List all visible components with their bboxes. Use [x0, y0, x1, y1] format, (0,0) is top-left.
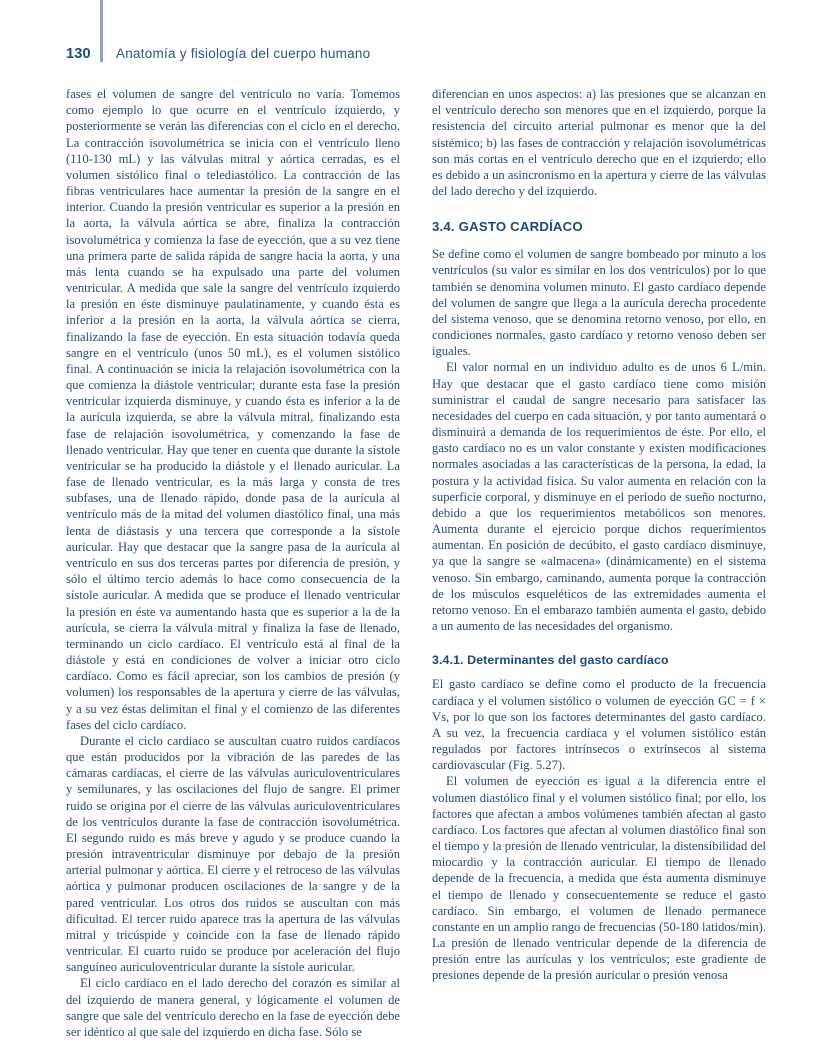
paragraph: El ciclo cardíaco en el lado derecho del corazón es similar al del izquierdo de manera general, y lógicamente el volumen de sangre que sale del ventrículo derecho en la fase de eyección debe ser idéntico al que sale del izquierdo en dicha fase. Sólo se	[66, 976, 400, 1039]
spacer	[432, 199, 766, 219]
section-heading: 3.4. GASTO CARDÍACO	[432, 219, 583, 235]
running-head	[66, 46, 370, 66]
right-column	[432, 86, 766, 1040]
paragraph: diferencian en unos aspectos: a) las presiones que se alcanzan en el ventrículo derecho son menores que en el izquierdo, porque la resistencia del circuito arterial pulmonar es menor que la del sistémico; b) las fases de contracción y relajación isovolumétricas son más cortas en el ventrículo derecho que en el izquierdo; ello es debido a un asincronismo en la apertura y cierre de las válvulas del lado derecho y del izquierdo.	[432, 87, 766, 199]
paragraph: Durante el ciclo cardiaco se auscultan cuatro ruidos cardíacos que están producidos por la vibración de las paredes de las cámaras cardíacas, el cierre de las válvulas auriculoventriculares y semilunares, y las oscilaciones del flujo de sangre. El primer ruido se origina por el cierre de las válvulas auriculoventriculares de los ventrículos durante la fase de contracción isovolumétrica. El segundo ruido es más breve y agudo y se produce cuando la presión intraventricular disminuye por debajo de la presión arterial pulmonar y aórtica. El cierre y el retroceso de las válvulas aórtica y pulmonar producen oscilaciones de la sangre y de la pared ventricular. Los otros dos ruidos se auscultan con más dificultad. El tercer ruido aparece tras la apertura de las válvulas mitral y tricúspide y coincide con la fase de llenado rápido ventricular. El cuarto ruido se produce por aceleración del flujo sanguíneo auriculoventricular durante la sístole auricular.	[66, 733, 400, 975]
subsection-heading: 3.4.1. Determinantes del gasto cardíaco	[432, 653, 669, 668]
book-title: Anatomía y fisiología del cuerpo humano	[116, 46, 371, 61]
left-column	[66, 86, 400, 1040]
page-number: 130	[66, 46, 91, 62]
paragraph: fases el volumen de sangre del ventrículo no varía. Tomemos como ejemplo lo que ocurre en el ventrículo izquierdo, y posteriormente se verán las diferencias con el ciclo en el derecho. La contracción isovolumétrica se inicia con el ventrículo lleno (110-130 mL) y las válvulas mitral y aórtica cerradas, es el volumen sistólico final o telediastólico. La contracción de las fibras ventriculares hace aumentar la presión de la sangre en el interior. Cuando la presión ventricular es superior a la presión en la aorta, la válvula aórtica se abre, finaliza la contracción isovolumétrica y comienza la fase de eyección, que a su vez tiene una primera parte de salida rápida de sangre hacia la aorta, y una más lenta cuando se ha expulsado una parte del volumen ventricular. A medida que sale la sangre del ventrículo izquierdo la presión en éste disminuye paulatinamente, y cuando ésta es inferior a la presión en la aorta, la válvula aórtica se cierra, finalizando la fase de eyección. En esta situación todavía queda sangre en el ventrículo (unos 50 mL), es el volumen sistólico final. A continuación se inicia la relajación isovolumétrica con la que comienza la diástole ventricular; durante esta fase la presión ventricular izquierda disminuye, y cuando ésta es inferior a la de la aurícula izquierda, se abre la válvula mitral, finalizando esta fase de relajación isovolumétrica, y comenzando la fase de llenado ventricular. Hay que tener en cuenta que durante la sístole ventricular se ha producido la diástole y el llenado auricular. La fase de llenado ventricular, es la más larga y consta de tres subfases, una de llenado rápido, donde pasa de la aurícula al ventrículo más de la mitad del volumen diastólico final, una más lenta de diástasis y una tercera que corresponde a la sístole auricular. Hay que destacar que la sangre pasa de la aurícula al ventrículo en sus dos terceras partes por diferencia de presión, y sólo el último tercio además lo hace como consecuencia de la sístole auricular. A medida que se produce el llenado ventricular la presión en éste va aumentando hasta que es superior a la de la aurícula, se cierra la válvula mitral y finaliza la fase de llenado, terminando un ciclo cardíaco. El ventrículo está al final de la diástole y está en condiciones de volver a iniciar otro ciclo cardíaco. Como es fácil apreciar, son los cambios de presión (y volumen) los responsables de la apertura y cierre de las válvulas, y a su vez éstas delimitan el final y el comienzo de las diferentes fases del ciclo cardíaco.	[66, 87, 400, 732]
paragraph: El valor normal en un individuo adulto es de unos 6 L/min. Hay que destacar que el gasto cardíaco tiene como misión suministrar el caudal de sangre necesario para satisfacer las necesidades del cuerpo en cada situación, y por tanto aumentará o disminuirá a demanda de los requerimientos de éste. Por ello, el gasto cardíaco no es un valor constante y existen modificaciones normales asociadas a las características de la persona, la edad, la postura y la actividad física. Su valor aumenta en relación con la superficie corporal, y disminuye en el período de sueño nocturno, debido a que los requerimientos metabólicos son menores. Aumenta durante el ejercicio porque dichos requerimientos aumentan. En posición de decúbito, el gasto cardíaco disminuye, ya que la sangre se «almacena» (dinámicamente) en el sistema venoso. Sin embargo, caminando, aumenta porque la contracción de los músculos esqueléticos de las extremidades aumenta el retorno venoso. En el embarazo también aumenta el gasto, debido a un aumento de las necesidades del organismo.	[432, 360, 766, 634]
paragraph: El volumen de eyección es igual a la diferencia entre el volumen diastólico final y el volumen sistólico final; por ello, los factores que afectan a ambos volúmenes también afectan al gasto cardíaco. Los factores que afectan al volumen diastólico final son el tiempo y la presión de llenado ventricular, la distensibilidad del miocardio y la contracción auricular. El tiempo de llenado depende de la frecuencia, a medida que ésta aumenta disminuye el tiempo de llenado y consecuentemente se reduce el gasto cardíaco. Sin embargo, el volumen de llenado permanece constante en un amplio rango de frecuencias (50-180 latidos/min). La presión de llenado ventricular depende de la diferencia de presión entre las aurículas y los ventrículos; este gradiente de presiones depende de la presión auricular o presión venosa	[432, 774, 766, 983]
spacer	[432, 634, 766, 653]
paragraph: Se define como el volumen de sangre bombeado por minuto a los ventrículos (su valor es similar en los dos ventrículos) por lo que también se denomina volumen minuto. El gasto cardíaco depende del volumen de sangre que llega a la aurícula derecha procedente del sistema venoso, que se denomina retorno venoso, por ello, en condiciones normales, gasto cardíaco y retorno venoso deben ser iguales.	[432, 247, 766, 359]
body-columns	[66, 86, 766, 1040]
paragraph: El gasto cardíaco se define como el producto de la frecuencia cardíaca y el volumen sistólico o volumen de eyección GC = f × Vs, por lo que son los factores determinantes del gasto cardíaco. A su vez, la frecuencia cardíaca y el volumen sistólico están regulados por factores intrínsecos o extrínsecos al sistema cardiovascular (Fig. 5.27).	[432, 677, 766, 773]
